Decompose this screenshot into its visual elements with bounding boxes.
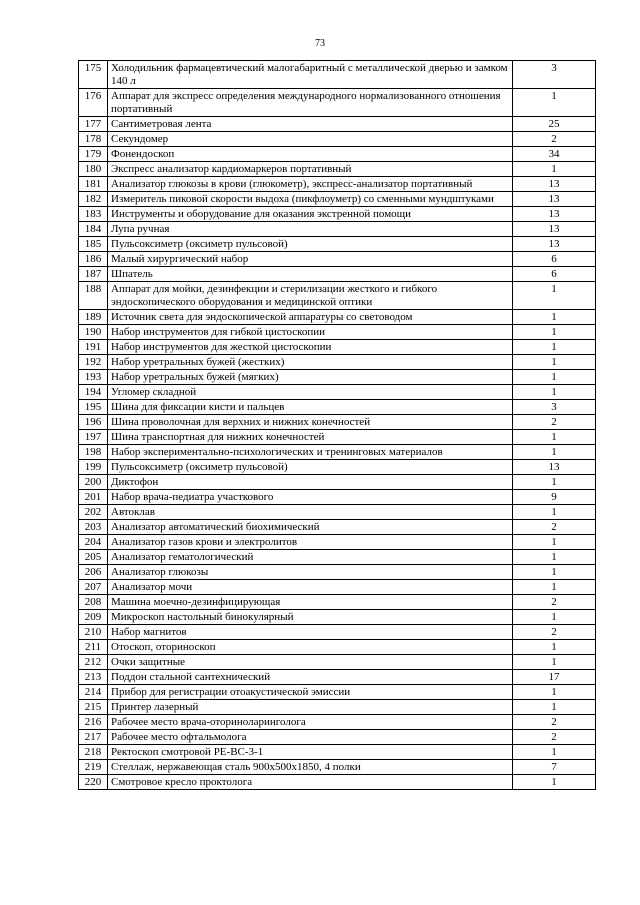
row-number: 189 [79, 310, 108, 325]
row-number: 208 [79, 595, 108, 610]
item-quantity: 3 [513, 400, 596, 415]
item-quantity: 25 [513, 117, 596, 132]
item-name: Ректоскоп смотровой РЕ-ВС-3-1 [108, 745, 513, 760]
item-name: Измеритель пиковой скорости выдоха (пикфлоуметр) со сменными мундштуками [108, 192, 513, 207]
item-quantity: 17 [513, 670, 596, 685]
row-number: 192 [79, 355, 108, 370]
row-number: 210 [79, 625, 108, 640]
item-quantity: 3 [513, 61, 596, 89]
item-quantity: 1 [513, 775, 596, 790]
item-name: Диктофон [108, 475, 513, 490]
row-number: 196 [79, 415, 108, 430]
table-row [79, 775, 596, 790]
item-quantity: 13 [513, 460, 596, 475]
item-quantity: 9 [513, 490, 596, 505]
row-number: 183 [79, 207, 108, 222]
item-quantity: 1 [513, 700, 596, 715]
table-row [79, 222, 596, 237]
table-row [79, 267, 596, 282]
table-row [79, 610, 596, 625]
item-name: Поддон стальной сантехнический [108, 670, 513, 685]
row-number: 186 [79, 252, 108, 267]
row-number: 179 [79, 147, 108, 162]
row-number: 188 [79, 282, 108, 310]
item-name: Пульсоксиметр (оксиметр пульсовой) [108, 237, 513, 252]
item-name: Очки защитные [108, 655, 513, 670]
item-name: Анализатор глюкозы в крови (глюкометр), экспресс-анализатор портативный [108, 177, 513, 192]
item-quantity: 1 [513, 370, 596, 385]
item-quantity: 1 [513, 340, 596, 355]
item-quantity: 1 [513, 640, 596, 655]
row-number: 182 [79, 192, 108, 207]
item-quantity: 13 [513, 207, 596, 222]
item-name: Малый хирургический набор [108, 252, 513, 267]
item-quantity: 2 [513, 715, 596, 730]
table-row [79, 745, 596, 760]
table-row [79, 340, 596, 355]
item-name: Инструменты и оборудование для оказания экстренной помощи [108, 207, 513, 222]
table-row [79, 192, 596, 207]
row-number: 204 [79, 535, 108, 550]
item-name: Шина для фиксации кисти и пальцев [108, 400, 513, 415]
row-number: 215 [79, 700, 108, 715]
item-quantity: 13 [513, 222, 596, 237]
table-row [79, 715, 596, 730]
item-quantity: 7 [513, 760, 596, 775]
item-name: Анализатор гематологический [108, 550, 513, 565]
item-quantity: 1 [513, 282, 596, 310]
table-row [79, 177, 596, 192]
table-row [79, 207, 596, 222]
row-number: 187 [79, 267, 108, 282]
row-number: 216 [79, 715, 108, 730]
row-number: 214 [79, 685, 108, 700]
item-name: Отоскоп, оториноскоп [108, 640, 513, 655]
item-quantity: 2 [513, 415, 596, 430]
row-number: 195 [79, 400, 108, 415]
item-name: Анализатор глюкозы [108, 565, 513, 580]
row-number: 212 [79, 655, 108, 670]
item-name: Шпатель [108, 267, 513, 282]
row-number: 180 [79, 162, 108, 177]
row-number: 184 [79, 222, 108, 237]
item-quantity: 1 [513, 355, 596, 370]
item-quantity: 1 [513, 162, 596, 177]
table-row [79, 282, 596, 310]
item-name: Пульсоксиметр (оксиметр пульсовой) [108, 460, 513, 475]
table-row [79, 310, 596, 325]
item-name: Набор инструментов для гибкой цистоскопии [108, 325, 513, 340]
table-row [79, 535, 596, 550]
row-number: 207 [79, 580, 108, 595]
table-row [79, 520, 596, 535]
row-number: 197 [79, 430, 108, 445]
item-name: Набор экспериментально-психологических и тренинговых материалов [108, 445, 513, 460]
table-row [79, 430, 596, 445]
item-name: Микроскоп настольный бинокулярный [108, 610, 513, 625]
item-quantity: 1 [513, 565, 596, 580]
item-quantity: 13 [513, 177, 596, 192]
table-row [79, 625, 596, 640]
table-row [79, 400, 596, 415]
item-quantity: 13 [513, 237, 596, 252]
table-row [79, 385, 596, 400]
item-name: Секундомер [108, 132, 513, 147]
row-number: 209 [79, 610, 108, 625]
table-row [79, 89, 596, 117]
item-name: Фонендоскоп [108, 147, 513, 162]
item-name: Смотровое кресло проктолога [108, 775, 513, 790]
row-number: 191 [79, 340, 108, 355]
row-number: 177 [79, 117, 108, 132]
page-number: 73 [315, 38, 325, 49]
table-body [79, 61, 596, 790]
row-number: 203 [79, 520, 108, 535]
item-quantity: 1 [513, 685, 596, 700]
equipment-table [78, 60, 596, 790]
table-row [79, 61, 596, 89]
item-name: Набор магнитов [108, 625, 513, 640]
item-quantity: 13 [513, 192, 596, 207]
item-quantity: 6 [513, 267, 596, 282]
row-number: 211 [79, 640, 108, 655]
item-name: Прибор для регистрации отоакустической эмиссии [108, 685, 513, 700]
table-row [79, 565, 596, 580]
table-row [79, 730, 596, 745]
table-row [79, 760, 596, 775]
row-number: 218 [79, 745, 108, 760]
item-quantity: 1 [513, 430, 596, 445]
table-row [79, 147, 596, 162]
item-name: Холодильник фармацевтический малогабаритный с металлической дверью и замком 140 л [108, 61, 513, 89]
item-quantity: 1 [513, 580, 596, 595]
item-quantity: 34 [513, 147, 596, 162]
row-number: 194 [79, 385, 108, 400]
table-row [79, 640, 596, 655]
item-quantity: 2 [513, 730, 596, 745]
item-name: Машина моечно-дезинфицирующая [108, 595, 513, 610]
item-name: Принтер лазерный [108, 700, 513, 715]
item-name: Рабочее место врача-оториноларинголога [108, 715, 513, 730]
item-quantity: 1 [513, 310, 596, 325]
item-name: Шина проволочная для верхних и нижних конечностей [108, 415, 513, 430]
item-name: Источник света для эндоскопической аппаратуры со световодом [108, 310, 513, 325]
item-quantity: 1 [513, 535, 596, 550]
table-row [79, 670, 596, 685]
row-number: 202 [79, 505, 108, 520]
row-number: 219 [79, 760, 108, 775]
item-quantity: 6 [513, 252, 596, 267]
table-row [79, 415, 596, 430]
item-name: Лупа ручная [108, 222, 513, 237]
item-quantity: 2 [513, 520, 596, 535]
item-name: Автоклав [108, 505, 513, 520]
table-row [79, 117, 596, 132]
item-name: Экспресс анализатор кардиомаркеров портативный [108, 162, 513, 177]
row-number: 175 [79, 61, 108, 89]
table-row [79, 550, 596, 565]
item-name: Стеллаж, нержавеющая сталь 900х500х1850, 4 полки [108, 760, 513, 775]
item-quantity: 1 [513, 445, 596, 460]
table-row [79, 655, 596, 670]
row-number: 190 [79, 325, 108, 340]
item-name: Анализатор мочи [108, 580, 513, 595]
item-name: Набор врача-педиатра участкового [108, 490, 513, 505]
table-row [79, 595, 596, 610]
row-number: 178 [79, 132, 108, 147]
table-row [79, 685, 596, 700]
row-number: 220 [79, 775, 108, 790]
table-row [79, 325, 596, 340]
table-row [79, 505, 596, 520]
row-number: 206 [79, 565, 108, 580]
row-number: 181 [79, 177, 108, 192]
row-number: 176 [79, 89, 108, 117]
item-quantity: 1 [513, 655, 596, 670]
table-row [79, 132, 596, 147]
table-row [79, 460, 596, 475]
item-quantity: 1 [513, 745, 596, 760]
row-number: 213 [79, 670, 108, 685]
item-quantity: 2 [513, 625, 596, 640]
item-quantity: 2 [513, 595, 596, 610]
item-name: Набор уретральных бужей (мягких) [108, 370, 513, 385]
item-quantity: 1 [513, 385, 596, 400]
row-number: 199 [79, 460, 108, 475]
item-quantity: 2 [513, 132, 596, 147]
row-number: 198 [79, 445, 108, 460]
table-row [79, 475, 596, 490]
item-quantity: 1 [513, 505, 596, 520]
row-number: 205 [79, 550, 108, 565]
item-name: Анализатор газов крови и электролитов [108, 535, 513, 550]
item-quantity: 1 [513, 89, 596, 117]
table-row [79, 445, 596, 460]
table-row [79, 580, 596, 595]
table-row [79, 370, 596, 385]
row-number: 201 [79, 490, 108, 505]
table-row [79, 490, 596, 505]
item-quantity: 1 [513, 475, 596, 490]
row-number: 217 [79, 730, 108, 745]
item-name: Рабочее место офтальмолога [108, 730, 513, 745]
table-row [79, 162, 596, 177]
table-row [79, 700, 596, 715]
item-name: Шина транспортная для нижних конечностей [108, 430, 513, 445]
item-name: Анализатор автоматический биохимический [108, 520, 513, 535]
item-name: Аппарат для экспресс определения международного нормализованного отношения портативный [108, 89, 513, 117]
row-number: 185 [79, 237, 108, 252]
table-row [79, 355, 596, 370]
item-name: Сантиметровая лента [108, 117, 513, 132]
item-name: Угломер складной [108, 385, 513, 400]
item-quantity: 1 [513, 550, 596, 565]
row-number: 200 [79, 475, 108, 490]
item-name: Аппарат для мойки, дезинфекции и стерилизации жесткого и гибкого эндоскопического оборудования и медицинской оптики [108, 282, 513, 310]
table-row [79, 237, 596, 252]
item-name: Набор уретральных бужей (жестких) [108, 355, 513, 370]
row-number: 193 [79, 370, 108, 385]
item-quantity: 1 [513, 610, 596, 625]
item-quantity: 1 [513, 325, 596, 340]
table-row [79, 252, 596, 267]
item-name: Набор инструментов для жесткой цистоскопии [108, 340, 513, 355]
